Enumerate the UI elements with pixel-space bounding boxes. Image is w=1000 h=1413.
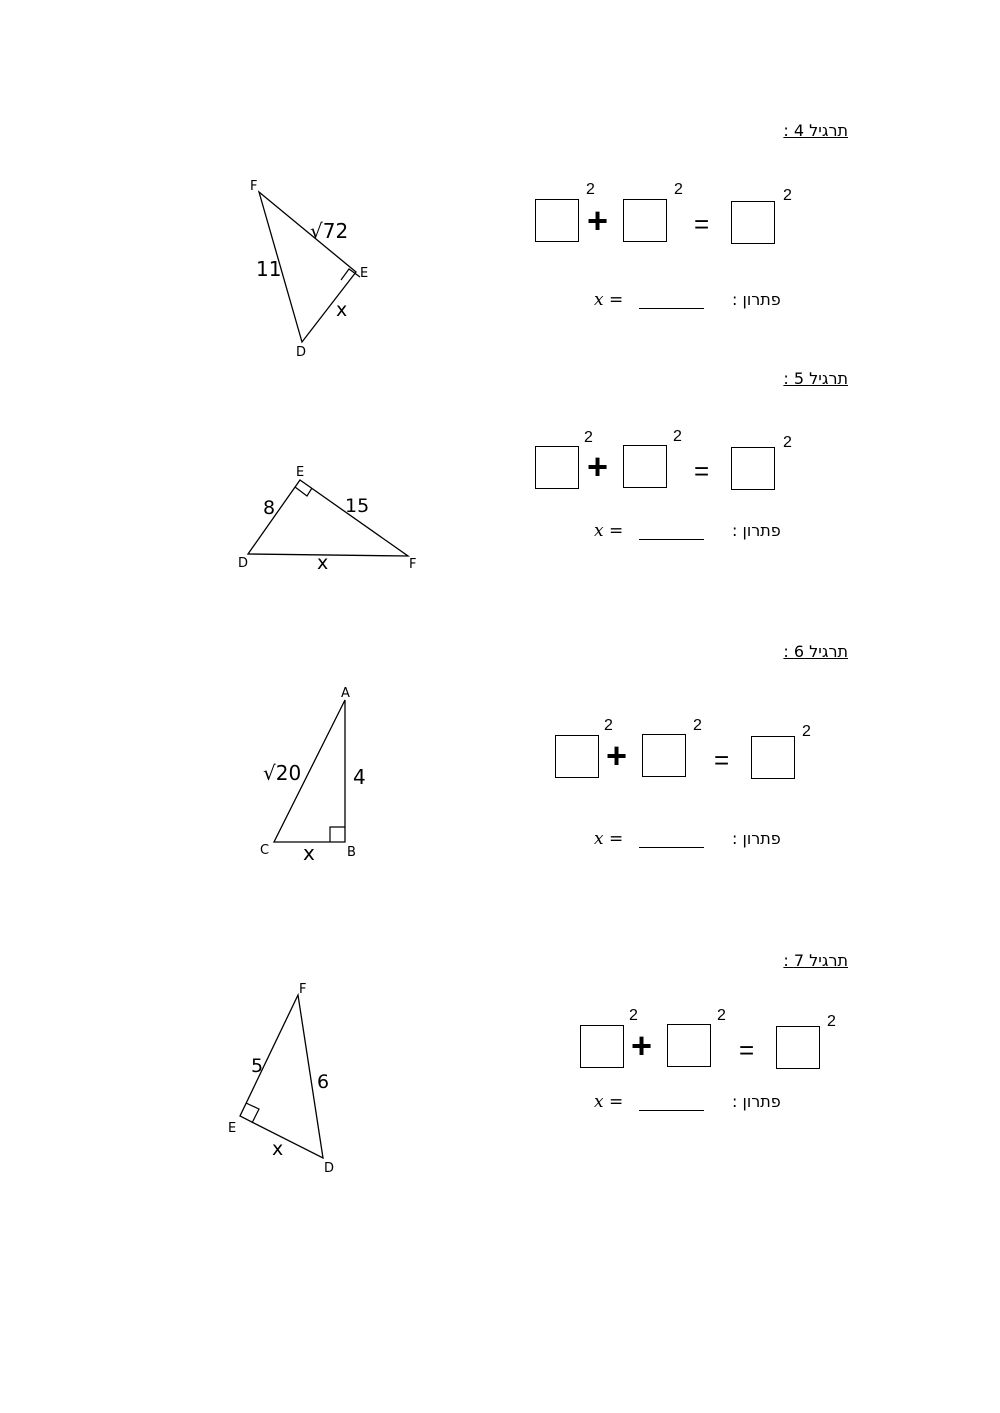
answer-box-leg-1[interactable]	[535, 446, 579, 489]
solution-row-exercise-5	[594, 521, 794, 545]
side-label-hypotenuse: 6	[317, 1071, 330, 1093]
answer-box-leg-2[interactable]	[642, 734, 686, 777]
side-label-unknown: x	[317, 552, 329, 574]
answer-box-leg-1[interactable]	[555, 735, 599, 778]
vertex-label-f: F	[299, 982, 307, 997]
exponent-label: 2	[717, 1007, 726, 1024]
equals-sign: =	[694, 209, 710, 239]
vertex-label-e: E	[228, 1121, 237, 1136]
vertex-label-f: F	[409, 557, 417, 572]
exponent-label: 2	[604, 717, 613, 734]
vertex-label-e: E	[296, 465, 305, 480]
side-label-leg-2: 15	[345, 495, 370, 517]
triangle-exercise-5	[230, 460, 430, 575]
solution-label: פתרון :	[732, 1092, 781, 1111]
equals-sign: =	[739, 1035, 755, 1065]
solution-label: פתרון :	[732, 521, 781, 540]
exponent-label: 2	[693, 717, 702, 734]
vertex-label-a: A	[341, 686, 350, 701]
solution-blank[interactable]	[639, 1110, 704, 1111]
side-label-leg: 5	[251, 1055, 264, 1077]
side-label-hypotenuse: √72	[310, 219, 349, 243]
solution-variable: x =	[594, 290, 624, 310]
solution-variable: x =	[594, 1092, 624, 1112]
answer-box-hypotenuse[interactable]	[776, 1026, 820, 1069]
answer-box-leg-2[interactable]	[623, 445, 667, 488]
solution-blank[interactable]	[639, 539, 704, 540]
vertex-label-d: D	[324, 1161, 335, 1176]
answer-box-hypotenuse[interactable]	[751, 736, 795, 779]
exponent-label: 2	[783, 187, 792, 204]
equals-sign: =	[714, 745, 730, 775]
side-label-unknown: x	[272, 1138, 284, 1160]
triangle-exercise-6	[250, 680, 380, 870]
side-label-hypotenuse: √20	[263, 761, 302, 785]
solution-row-exercise-7	[594, 1092, 794, 1116]
plus-sign: +	[587, 200, 609, 241]
exponent-label: 2	[586, 181, 595, 198]
vertex-label-e: E	[360, 266, 369, 281]
exercise-4-title: תרגיל 4 :	[783, 121, 848, 140]
exercise-7-title: תרגיל 7 :	[783, 951, 848, 970]
answer-box-leg-2[interactable]	[623, 199, 667, 242]
side-label-leg: 4	[353, 765, 366, 789]
exponent-label: 2	[629, 1007, 638, 1024]
exponent-label: 2	[673, 428, 682, 445]
side-label-leg: 11	[256, 257, 282, 281]
solution-row-exercise-4	[594, 290, 794, 314]
answer-box-hypotenuse[interactable]	[731, 201, 775, 244]
vertex-label-d: D	[238, 556, 249, 571]
vertex-label-f: F	[250, 179, 258, 194]
solution-label: פתרון :	[732, 829, 781, 848]
exponent-label: 2	[584, 429, 593, 446]
answer-box-leg-1[interactable]	[580, 1025, 624, 1068]
exponent-label: 2	[674, 181, 683, 198]
exponent-label: 2	[827, 1013, 836, 1030]
exponent-label: 2	[783, 434, 792, 451]
exponent-label: 2	[802, 723, 811, 740]
triangle-exercise-7	[220, 980, 360, 1180]
exercise-5-title: תרגיל 5 :	[783, 369, 848, 388]
solution-variable: x =	[594, 521, 624, 541]
solution-variable: x =	[594, 829, 624, 849]
plus-sign: +	[587, 446, 609, 487]
side-label-leg-1: 8	[263, 497, 276, 519]
exercise-6-title: תרגיל 6 :	[783, 642, 848, 661]
side-label-unknown: x	[303, 841, 315, 865]
vertex-label-c: C	[260, 843, 270, 858]
solution-label: פתרון :	[732, 290, 781, 309]
vertex-label-b: B	[347, 845, 356, 860]
answer-box-hypotenuse[interactable]	[731, 447, 775, 490]
triangle-exercise-4	[230, 170, 390, 365]
vertex-label-d: D	[296, 345, 307, 360]
solution-row-exercise-6	[594, 829, 794, 853]
equals-sign: =	[694, 456, 710, 486]
plus-sign: +	[606, 735, 628, 776]
answer-box-leg-1[interactable]	[535, 199, 579, 242]
answer-box-leg-2[interactable]	[667, 1024, 711, 1067]
solution-blank[interactable]	[639, 847, 704, 848]
solution-blank[interactable]	[639, 308, 704, 309]
side-label-unknown: x	[336, 299, 348, 321]
plus-sign: +	[631, 1025, 653, 1066]
